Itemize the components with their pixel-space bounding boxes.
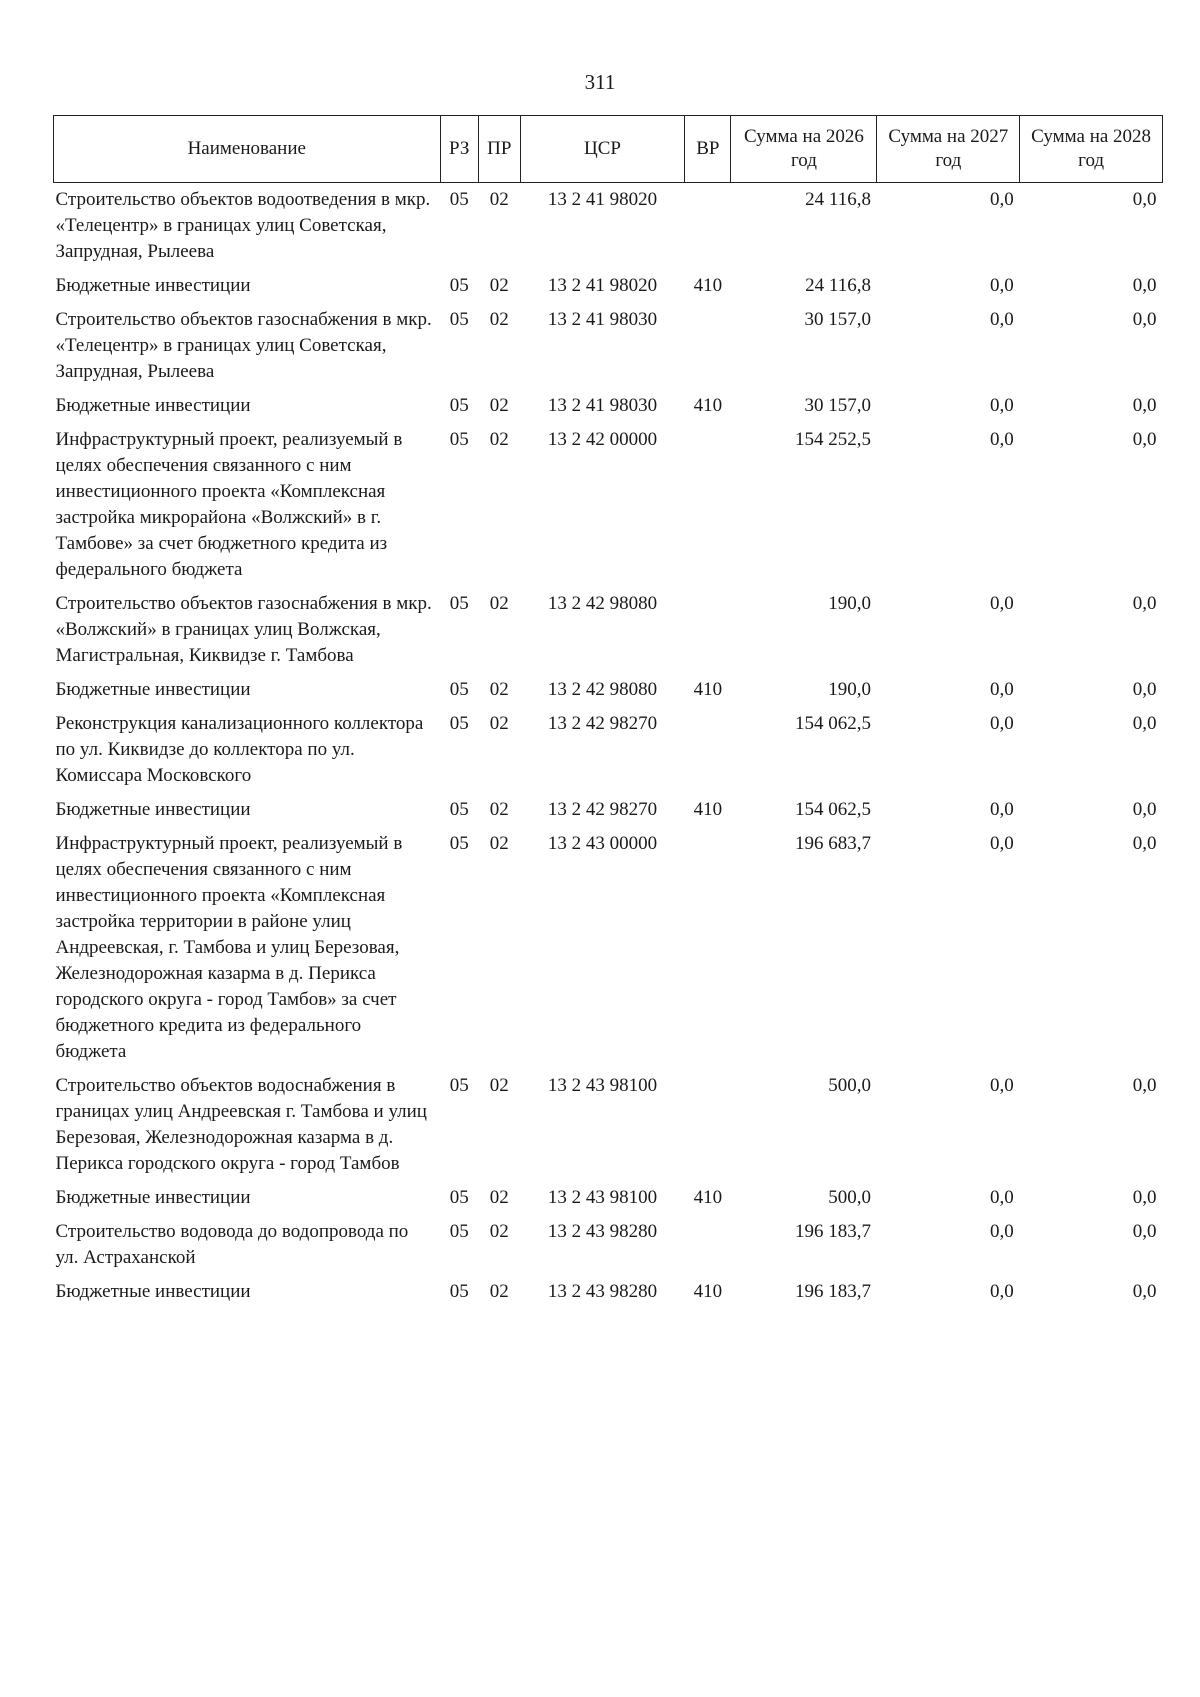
cell-sum-2027: 0,0	[989, 1187, 1014, 1208]
cell-csr: 13 2 42 00000	[547, 429, 658, 450]
cell-sum-2028: 0,0	[1132, 395, 1157, 416]
header-pr: ПР	[478, 116, 520, 183]
cell-pr: 02	[489, 799, 509, 820]
cell-sum-2028: 0,0	[1132, 799, 1157, 820]
cell-sum-2028: 0,0	[1132, 275, 1157, 296]
table-row	[54, 1181, 1163, 1215]
cell-name: Строительство водовода до водопровода по ул. Астраханской	[55, 1221, 409, 1268]
cell-csr: 13 2 41 98020	[547, 275, 658, 296]
cell-pr: 02	[489, 1221, 509, 1242]
cell-sum-2027: 0,0	[989, 1281, 1014, 1302]
cell-name: Бюджетные инвестиции	[55, 275, 251, 296]
table-row	[54, 183, 1163, 270]
header-rz: РЗ	[440, 116, 478, 183]
cell-name: Строительство объектов газоснабжения в мкр. «Волжский» в границах улиц Волжская, Магистральная, Киквидзе г. Тамбова	[55, 593, 432, 666]
cell-sum-2026: 500,0	[828, 1075, 871, 1096]
cell-sum-2027: 0,0	[989, 833, 1014, 854]
cell-pr: 02	[489, 309, 509, 330]
header-vr: ВР	[685, 116, 731, 183]
cell-sum-2026: 196 683,7	[794, 833, 871, 854]
cell-sum-2026: 154 252,5	[794, 429, 871, 450]
cell-vr: 410	[693, 395, 723, 416]
cell-csr: 13 2 41 98030	[547, 309, 658, 330]
cell-pr: 02	[489, 395, 509, 416]
table-row	[54, 1069, 1163, 1181]
cell-rz: 05	[449, 1281, 469, 1302]
table-row	[54, 827, 1163, 1069]
cell-rz: 05	[449, 189, 469, 210]
cell-vr	[685, 1069, 731, 1181]
cell-sum-2028: 0,0	[1132, 429, 1157, 450]
header-sum-2026: Сумма на 2026 год	[731, 116, 877, 183]
cell-sum-2026: 154 062,5	[794, 799, 871, 820]
cell-sum-2027: 0,0	[989, 429, 1014, 450]
cell-sum-2028: 0,0	[1132, 189, 1157, 210]
cell-sum-2028: 0,0	[1132, 679, 1157, 700]
cell-sum-2028: 0,0	[1132, 309, 1157, 330]
cell-sum-2026: 30 157,0	[804, 395, 871, 416]
cell-name: Строительство объектов газоснабжения в мкр. «Телецентр» в границах улиц Советская, Запрудная, Рылеева	[55, 309, 432, 382]
cell-vr	[685, 303, 731, 389]
cell-sum-2028: 0,0	[1132, 833, 1157, 854]
cell-sum-2028: 0,0	[1132, 593, 1157, 614]
header-sum-2027: Сумма на 2027 год	[877, 116, 1020, 183]
budget-table	[53, 115, 1163, 1309]
cell-name: Бюджетные инвестиции	[55, 1281, 251, 1302]
cell-rz: 05	[449, 1187, 469, 1208]
cell-sum-2027: 0,0	[989, 1221, 1014, 1242]
cell-sum-2028: 0,0	[1132, 1075, 1157, 1096]
cell-sum-2027: 0,0	[989, 395, 1014, 416]
table-row	[54, 423, 1163, 587]
cell-sum-2026: 190,0	[828, 679, 871, 700]
cell-rz: 05	[449, 275, 469, 296]
cell-name: Строительство объектов водоотведения в мкр. «Телецентр» в границах улиц Советская, Запрудная, Рылеева	[55, 189, 431, 262]
table-row	[54, 707, 1163, 793]
cell-sum-2027: 0,0	[989, 275, 1014, 296]
cell-vr	[685, 707, 731, 793]
cell-sum-2027: 0,0	[989, 189, 1014, 210]
cell-rz: 05	[449, 713, 469, 734]
cell-vr	[685, 827, 731, 1069]
cell-rz: 05	[449, 799, 469, 820]
cell-pr: 02	[489, 833, 509, 854]
cell-vr	[685, 1215, 731, 1275]
cell-sum-2026: 24 116,8	[805, 189, 871, 210]
cell-pr: 02	[489, 1187, 509, 1208]
cell-sum-2028: 0,0	[1132, 713, 1157, 734]
cell-vr	[685, 587, 731, 673]
cell-rz: 05	[449, 309, 469, 330]
cell-sum-2026: 196 183,7	[794, 1221, 871, 1242]
cell-rz: 05	[449, 833, 469, 854]
table-row	[54, 1215, 1163, 1275]
cell-sum-2026: 24 116,8	[805, 275, 871, 296]
cell-sum-2027: 0,0	[989, 309, 1014, 330]
cell-rz: 05	[449, 593, 469, 614]
cell-name: Инфраструктурный проект, реализуемый в целях обеспечения связанного с ним инвестиционного проекта «Комплексная застройка территории в районе улиц Андреевская, г. Тамбова и улиц Березовая, Железнодорожная казарма в д. Перикса городского округа - город Тамбов» за счет бюджетного кредита из федерального бюджета	[55, 833, 403, 1062]
cell-pr: 02	[489, 1075, 509, 1096]
cell-vr: 410	[693, 275, 723, 296]
cell-sum-2027: 0,0	[989, 679, 1014, 700]
table-row	[54, 389, 1163, 423]
cell-rz: 05	[449, 429, 469, 450]
cell-pr: 02	[489, 275, 509, 296]
cell-vr: 410	[693, 799, 723, 820]
cell-pr: 02	[489, 713, 509, 734]
cell-name: Бюджетные инвестиции	[55, 395, 251, 416]
cell-sum-2026: 30 157,0	[804, 309, 871, 330]
cell-sum-2027: 0,0	[989, 593, 1014, 614]
cell-name: Бюджетные инвестиции	[55, 1187, 251, 1208]
cell-csr: 13 2 41 98030	[547, 395, 658, 416]
cell-rz: 05	[449, 679, 469, 700]
cell-csr: 13 2 42 98270	[547, 713, 658, 734]
cell-rz: 05	[449, 1221, 469, 1242]
table-row	[54, 587, 1163, 673]
table-row	[54, 269, 1163, 303]
cell-name: Бюджетные инвестиции	[55, 679, 251, 700]
cell-sum-2026: 154 062,5	[794, 713, 871, 734]
cell-csr: 13 2 42 98270	[547, 799, 658, 820]
cell-pr: 02	[489, 593, 509, 614]
cell-sum-2028: 0,0	[1132, 1187, 1157, 1208]
cell-name: Реконструкция канализационного коллектора по ул. Киквидзе до коллектора по ул. Комиссара Московского	[55, 713, 424, 786]
table-row	[54, 793, 1163, 827]
cell-csr: 13 2 43 00000	[547, 833, 658, 854]
cell-rz: 05	[449, 395, 469, 416]
cell-name: Инфраструктурный проект, реализуемый в целях обеспечения связанного с ним инвестиционного проекта «Комплексная застройка микрорайона «Волжский» в г. Тамбове» за счет бюджетного кредита из федерального бюджета	[55, 429, 403, 580]
cell-sum-2026: 196 183,7	[794, 1281, 871, 1302]
table-body	[54, 183, 1163, 1310]
cell-csr: 13 2 43 98100	[547, 1187, 658, 1208]
cell-vr	[685, 423, 731, 587]
cell-csr: 13 2 42 98080	[547, 679, 658, 700]
cell-sum-2026: 500,0	[828, 1187, 871, 1208]
cell-sum-2028: 0,0	[1132, 1281, 1157, 1302]
cell-sum-2026: 190,0	[828, 593, 871, 614]
cell-pr: 02	[489, 1281, 509, 1302]
cell-vr: 410	[693, 679, 723, 700]
cell-pr: 02	[489, 429, 509, 450]
table-row	[54, 303, 1163, 389]
cell-sum-2027: 0,0	[989, 713, 1014, 734]
cell-sum-2028: 0,0	[1132, 1221, 1157, 1242]
cell-vr: 410	[693, 1281, 723, 1302]
cell-rz: 05	[449, 1075, 469, 1096]
page-number: 311	[584, 70, 616, 94]
table-row	[54, 1275, 1163, 1309]
cell-name: Строительство объектов водоснабжения в границах улиц Андреевская г. Тамбова и улиц Березовая, Железнодорожная казарма в д. Перикса городского округа - город Тамбов	[55, 1075, 427, 1174]
header-csr: ЦСР	[520, 116, 685, 183]
cell-pr: 02	[489, 679, 509, 700]
cell-sum-2027: 0,0	[989, 1075, 1014, 1096]
table-header-row	[54, 116, 1163, 183]
cell-csr: 13 2 43 98100	[547, 1075, 658, 1096]
cell-csr: 13 2 43 98280	[547, 1221, 658, 1242]
cell-csr: 13 2 41 98020	[547, 189, 658, 210]
header-name: Наименование	[54, 116, 441, 183]
cell-csr: 13 2 42 98080	[547, 593, 658, 614]
cell-csr: 13 2 43 98280	[547, 1281, 658, 1302]
header-sum-2028: Сумма на 2028 год	[1020, 116, 1163, 183]
cell-name: Бюджетные инвестиции	[55, 799, 251, 820]
table-row	[54, 673, 1163, 707]
cell-pr: 02	[489, 189, 509, 210]
cell-vr	[685, 183, 731, 270]
cell-vr: 410	[693, 1187, 723, 1208]
cell-sum-2027: 0,0	[989, 799, 1014, 820]
